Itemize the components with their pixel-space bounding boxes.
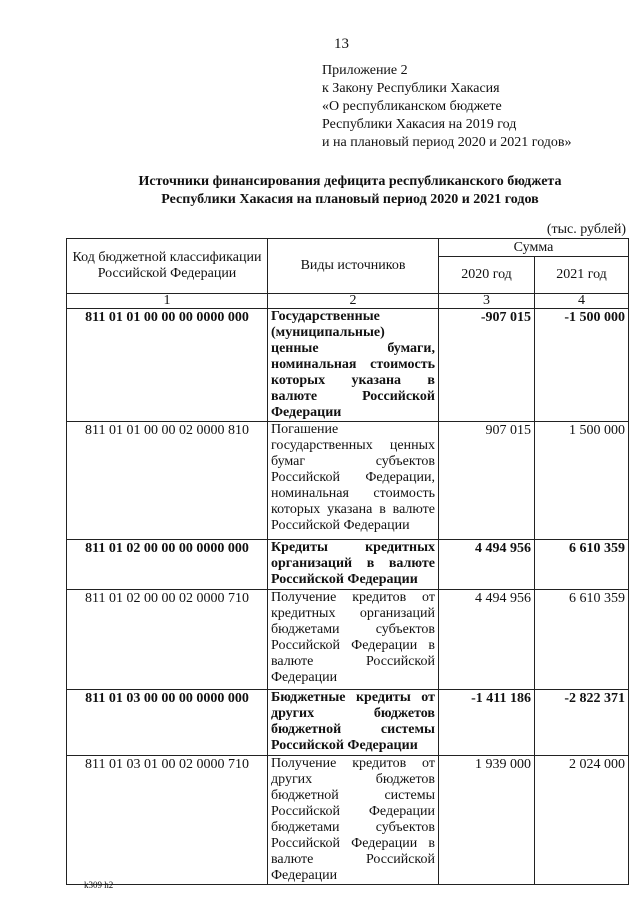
row-code: 811 01 02 00 00 00 0000 000 [67, 540, 268, 590]
table-row [67, 540, 629, 590]
footer-code: k309 h2 [84, 880, 114, 890]
row-2021: 1 500 000 [535, 422, 629, 540]
appendix-line: «О республиканском бюджете [322, 99, 502, 114]
column-number: 3 [439, 294, 535, 309]
row-name: Кредиты кредитных организаций в валюте Российской Федерации [268, 540, 439, 590]
row-code: 811 01 02 00 00 02 0000 710 [67, 590, 268, 690]
header-code: Код бюджетной классификации Российской Федерации [67, 239, 268, 294]
column-number: 2 [268, 294, 439, 309]
row-2021: -2 822 371 [535, 690, 629, 756]
row-code: 811 01 01 00 00 00 0000 000 [67, 309, 268, 422]
header-2021: 2021 год [535, 257, 629, 294]
title-line: Источники финансирования дефицита республиканского бюджета [138, 174, 562, 189]
appendix-line: и на плановый период 2020 и 2021 годов» [322, 135, 572, 150]
table-row [67, 309, 629, 422]
column-number: 4 [535, 294, 629, 309]
row-name: Государственные (муниципальные) ценные бумаги, номинальная стоимость которых указана в валюте Российской Федерации [268, 309, 439, 422]
units-label: (тыс. рублей) [546, 222, 626, 237]
row-2020: -1 411 186 [439, 690, 535, 756]
appendix-line: Приложение 2 [322, 63, 408, 78]
appendix-line: к Закону Республики Хакасия [322, 81, 500, 96]
row-2021: 2 024 000 [535, 756, 629, 885]
row-name: Получение кредитов от других бюджетов бюджетной системы Российской Федерации бюджетами субъектов Российской Федерации в валюте Российской Федерации [268, 756, 439, 885]
appendix-line: Республики Хакасия на 2019 год [322, 117, 517, 132]
row-2021: -1 500 000 [535, 309, 629, 422]
table-row [67, 756, 629, 885]
document-title [70, 173, 630, 209]
row-2020: 4 494 956 [439, 540, 535, 590]
row-name: Получение кредитов от кредитных организаций бюджетами субъектов Российской Федерации в валюте Российской Федерации [268, 590, 439, 690]
header-sources: Виды источников [268, 239, 439, 294]
header-sum: Сумма [439, 239, 629, 257]
row-2020: -907 015 [439, 309, 535, 422]
appendix-note [322, 62, 572, 152]
row-2020: 1 939 000 [439, 756, 535, 885]
table-row [67, 422, 629, 540]
row-code: 811 01 01 00 00 02 0000 810 [67, 422, 268, 540]
table-row [67, 690, 629, 756]
row-name: Бюджетные кредиты от других бюджетов бюджетной системы Российской Федерации [268, 690, 439, 756]
table-row [67, 590, 629, 690]
row-name: Погашение государственных ценных бумаг субъектов Российской Федерации, номинальная стоимость которых указана в валюте Российской Федерации [268, 422, 439, 540]
row-2020: 4 494 956 [439, 590, 535, 690]
row-2021: 6 610 359 [535, 540, 629, 590]
page-number: 13 [334, 36, 349, 52]
sources-table [66, 238, 629, 885]
header-2020: 2020 год [439, 257, 535, 294]
title-line: Республики Хакасия на плановый период 2020 и 2021 годов [161, 192, 539, 207]
column-number: 1 [67, 294, 268, 309]
row-2020: 907 015 [439, 422, 535, 540]
row-2021: 6 610 359 [535, 590, 629, 690]
row-code: 811 01 03 01 00 02 0000 710 [67, 756, 268, 885]
row-code: 811 01 03 00 00 00 0000 000 [67, 690, 268, 756]
